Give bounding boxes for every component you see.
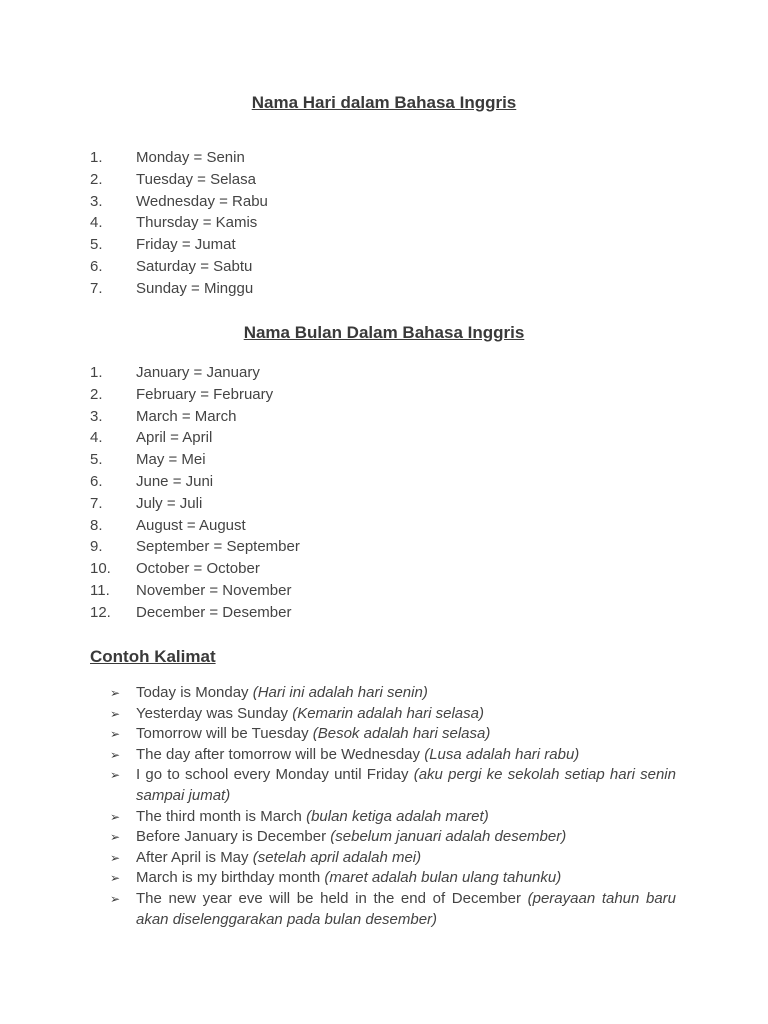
item-text: September = September	[136, 538, 300, 556]
list-item	[0, 889, 768, 930]
item-text: January = January	[136, 364, 260, 381]
arrow-bullet-icon: ➢	[110, 686, 121, 700]
list-item	[0, 191, 768, 213]
list-item	[0, 427, 768, 449]
arrow-bullet-icon: ➢	[110, 830, 121, 845]
item-number: 7.	[90, 494, 103, 512]
item-text: Friday = Jumat	[136, 236, 236, 254]
list-item	[0, 362, 768, 384]
example-sentence: March is my birthday month	[136, 869, 321, 887]
example-translation: (Besok adalah hari selasa)	[312, 725, 491, 743]
item-text: October = October	[136, 560, 260, 578]
item-number: 5.	[90, 451, 103, 469]
list-item	[0, 683, 768, 704]
months-list	[0, 362, 768, 624]
item-text: Saturday = Sabtu	[136, 257, 253, 275]
item-text: Wednesday = Rabu	[136, 192, 268, 210]
arrow-bullet-icon: ➢	[110, 871, 121, 886]
item-text: Monday = Senin	[136, 149, 245, 166]
example-sentence: Today is Monday	[136, 684, 249, 701]
list-item	[0, 580, 768, 602]
arrow-bullet-icon: ➢	[110, 850, 121, 865]
item-number: 6.	[90, 257, 103, 275]
item-text: June = Juni	[136, 472, 214, 490]
list-item	[0, 234, 768, 256]
list-item	[0, 471, 768, 493]
example-sentence: Tomorrow will be Tuesday	[136, 725, 309, 743]
list-item	[0, 745, 768, 766]
list-item	[0, 704, 768, 725]
example-translation: (Hari ini adalah hari senin)	[252, 684, 428, 701]
example-translation: (maret adalah bulan ulang tahunku)	[324, 869, 562, 887]
item-number: 9.	[90, 538, 103, 556]
item-number: 2.	[90, 385, 103, 403]
list-item	[0, 536, 768, 558]
item-number: 2.	[90, 170, 103, 188]
list-item	[0, 384, 768, 406]
list-item	[0, 449, 768, 471]
item-number: 1.	[90, 364, 103, 381]
item-number: 6.	[90, 472, 103, 490]
item-number: 8.	[90, 516, 103, 534]
example-translation: (perayaan tahun baru akan diselenggarakan pada bulan desember)	[136, 889, 677, 928]
item-text: November = November	[136, 581, 292, 599]
list-item	[0, 212, 768, 234]
list-item	[0, 602, 768, 624]
arrow-bullet-icon: ➢	[110, 768, 121, 783]
item-number: 5.	[90, 236, 103, 254]
arrow-bullet-icon: ➢	[110, 747, 121, 762]
item-number: 11.	[90, 581, 110, 599]
example-sentence: The new year eve will be held in the end of December	[136, 889, 521, 907]
days-list	[0, 147, 768, 300]
months-title: Nama Bulan Dalam Bahasa Inggris	[243, 323, 525, 342]
days-title: Nama Hari dalam Bahasa Inggris	[251, 93, 517, 112]
arrow-bullet-icon: ➢	[110, 706, 121, 721]
item-number: 12.	[90, 603, 111, 621]
list-item	[0, 868, 768, 889]
list-item	[0, 169, 768, 191]
list-item	[0, 278, 768, 300]
list-item	[0, 827, 768, 848]
example-sentence: The day after tomorrow will be Wednesday	[136, 745, 421, 763]
item-text: August = August	[136, 516, 246, 534]
item-number: 10.	[90, 560, 111, 578]
item-text: Thursday = Kamis	[136, 214, 258, 232]
example-translation: (Lusa adalah hari rabu)	[424, 745, 580, 763]
list-item	[0, 724, 768, 745]
item-text: July = Juli	[136, 494, 203, 512]
example-sentence: I go to school every Monday until Friday	[136, 766, 409, 784]
example-sentence: After April is May	[136, 848, 249, 866]
example-translation: (bulan ketiga adalah maret)	[306, 807, 489, 825]
item-number: 1.	[90, 149, 103, 166]
list-item	[0, 848, 768, 869]
example-sentence: Yesterday was Sunday	[136, 704, 289, 722]
example-translation: (setelah april adalah mei)	[252, 848, 422, 866]
list-item	[0, 515, 768, 537]
list-item	[0, 558, 768, 580]
example-sentence: Before January is December	[136, 828, 327, 846]
item-number: 4.	[90, 214, 103, 232]
list-item	[0, 256, 768, 278]
item-number: 7.	[90, 279, 103, 297]
item-text: May = Mei	[136, 451, 206, 469]
item-number: 3.	[90, 407, 103, 425]
item-text: Tuesday = Selasa	[136, 170, 256, 188]
example-translation: (aku pergi ke sekolah setiap hari senin sampai jumat)	[136, 766, 676, 804]
item-number: 3.	[90, 192, 103, 210]
list-item	[0, 493, 768, 515]
list-item	[0, 765, 768, 806]
arrow-bullet-icon: ➢	[110, 809, 121, 824]
item-text: April = April	[136, 429, 213, 447]
list-item	[0, 147, 768, 169]
item-text: Sunday = Minggu	[136, 279, 254, 297]
arrow-bullet-icon: ➢	[110, 727, 121, 742]
arrow-bullet-icon: ➢	[110, 891, 121, 906]
example-translation: (sebelum januari adalah desember)	[330, 828, 567, 846]
examples-list	[0, 683, 768, 930]
examples-title: Contoh Kalimat	[90, 647, 216, 666]
item-number: 4.	[90, 429, 103, 447]
item-text: February = February	[136, 385, 274, 403]
list-item	[0, 807, 768, 828]
item-text: December = Desember	[136, 603, 292, 621]
item-text: March = March	[136, 407, 237, 425]
list-item	[0, 406, 768, 428]
example-translation: (Kemarin adalah hari selasa)	[292, 704, 484, 722]
example-sentence: The third month is March	[136, 807, 302, 825]
